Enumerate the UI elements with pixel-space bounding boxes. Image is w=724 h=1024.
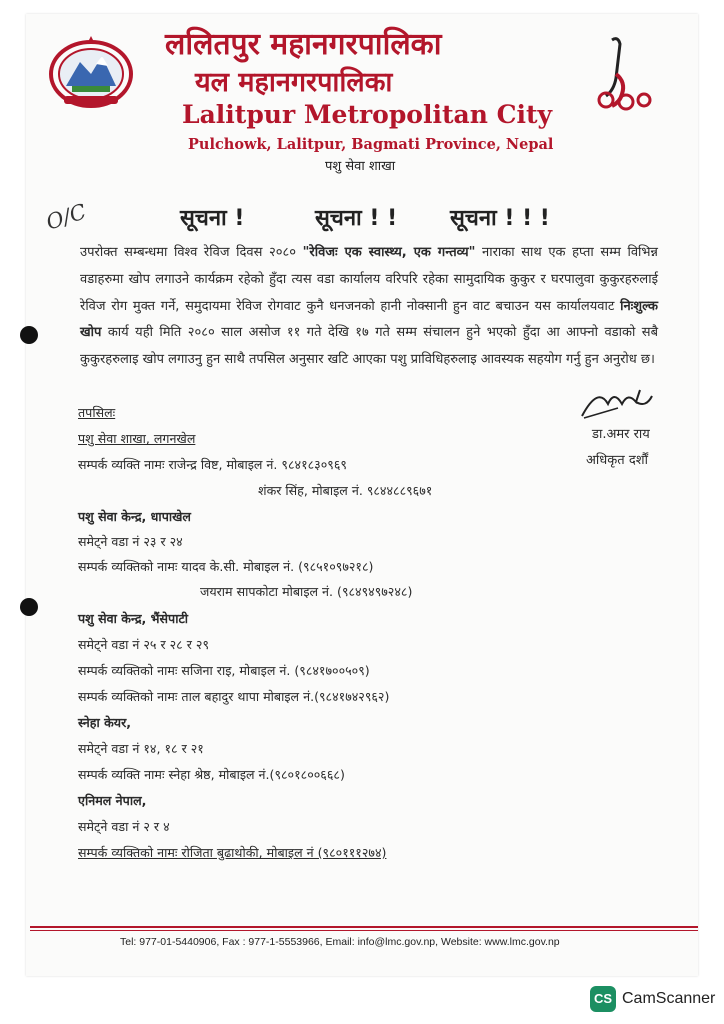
branch-name: पशु सेवा शाखा bbox=[325, 159, 396, 174]
ward-line: समेट्ने वडा नं २ र ४ bbox=[78, 819, 170, 834]
center-name: एनिमल नेपाल, bbox=[78, 793, 147, 808]
contact-line: जयराम सापकोटा मोबाइल नं. (९८४९४९७२४८) bbox=[200, 584, 413, 599]
signatory-name: डा.अमर राय bbox=[592, 427, 650, 442]
notice-heading-3: सूचना ! ! ! bbox=[450, 206, 550, 231]
campaign-slogan: "रेविजः एक स्वास्थ्य, एक गन्तव्य" bbox=[302, 245, 476, 260]
ward-line: समेट्ने वडा नं २५ र २८ र २९ bbox=[78, 637, 209, 652]
center-name: पशु सेवा शाखा, लगनखेल bbox=[78, 431, 196, 446]
contact-line: सम्पर्क व्यक्तिको नामः ताल बहादुर थापा मोबाइल नं.(९८४१७४२९६२) bbox=[78, 689, 390, 704]
body-text-2: नाराका साथ एक हप्ता सम्म विभिन्न वडाहरुमा खोप लगाउने कार्यक्रम रहेको हुँदा त्यस वडा कार्यालय वरिपरि रहेका सामुदायिक कुकुर र घरपालुवा कुकुरहरुलाई रेविज रोग मुक्त गर्ने, समुदायमा रेविज रोगवाट कुनै धनजनको हानी नोक्सानी हुन वाट बचाउन यस कार्यालयवाट bbox=[80, 245, 658, 314]
contact-line: सम्पर्क व्यक्ति नामः स्नेहा श्रेष्ठ, मोबाइल नं.(९८०१८००६६८) bbox=[78, 767, 345, 782]
contact-line: सम्पर्क व्यक्तिको नामः यादव के.सी. मोबाइल नं. (९८५१०९७२१८) bbox=[78, 559, 374, 574]
footer-rule bbox=[30, 926, 698, 928]
schedule-label: तपसिलः bbox=[78, 405, 116, 420]
notice-heading-2: सूचना ! ! bbox=[315, 206, 398, 231]
contact-line: सम्पर्क व्यक्तिको नामः रोजिता बुढाथोकी, मोबाइल नं (९८०१११२७४) bbox=[78, 845, 387, 860]
center-name: पशु सेवा केन्द्र, भैंसेपाटी bbox=[78, 611, 189, 626]
scanner-label: CamScanner bbox=[622, 990, 716, 1007]
body-text-3: कार्य यही मिति २०८० साल असोज ११ गते देखि १७ गते सम्म संचालन हुने भएको हुँदा आ आफ्नो वडाको सबै कुकुरहरुलाइ खोप लगाउनु हुन साथै तपसिल अनुसार खटि आएका पशु प्राविधिहरुलाइ आवस्यक सहयोग गर्नु हुन अनुरोध छ। bbox=[80, 325, 658, 368]
ward-line: समेट्ने वडा नं १४, १८ र २१ bbox=[78, 741, 204, 756]
punch-hole bbox=[20, 326, 38, 344]
notice-body bbox=[80, 240, 658, 374]
contact-line: सम्पर्क व्यक्ति नामः राजेन्द्र विष्ट, मोबाइल नं. ९८४१८३०९६९ bbox=[78, 457, 347, 472]
title-english: Lalitpur Metropolitan City bbox=[182, 100, 553, 129]
center-name: पशु सेवा केन्द्र, धापाखेल bbox=[78, 509, 191, 524]
ribbon-emblem-icon bbox=[592, 34, 656, 114]
footer-contact: Tel: 977-01-5440906, Fax : 977-1-5553966, Email: info@lmc.gov.np, Website: www.lmc.gov.np bbox=[120, 936, 560, 948]
center-name: स्नेहा केयर, bbox=[78, 715, 132, 730]
punch-hole bbox=[20, 598, 38, 616]
contact-line: शंकर सिंह, मोबाइल नं. ९८४४८८९६७१ bbox=[258, 483, 433, 498]
scanner-logo: CS bbox=[590, 986, 616, 1012]
title-newari: यल महानगरपालिका bbox=[195, 67, 393, 98]
footer-rule bbox=[30, 930, 698, 931]
free-vaccine-text: निःशुल्क खोप bbox=[80, 298, 658, 341]
handwritten-note: O/C bbox=[43, 199, 90, 235]
title-nepali: ललितपुर महानगरपालिका bbox=[165, 27, 442, 62]
signatory-title: अधिकृत दर्शौं bbox=[586, 453, 648, 468]
contact-line: सम्पर्क व्यक्तिको नामः सजिना राइ, मोबाइल नं. (९८४१७००५०९) bbox=[78, 663, 370, 678]
notice-heading-1: सूचना ! bbox=[180, 206, 245, 231]
signature-icon bbox=[578, 382, 658, 422]
body-text-1: उपरोक्त सम्बन्धमा विश्व रेविज दिवस २०८० bbox=[80, 245, 303, 260]
address: Pulchowk, Lalitpur, Bagmati Province, Nepal bbox=[188, 136, 554, 153]
nepal-emblem-icon bbox=[44, 34, 138, 110]
ward-line: समेट्ने वडा नं २३ र २४ bbox=[78, 534, 183, 549]
